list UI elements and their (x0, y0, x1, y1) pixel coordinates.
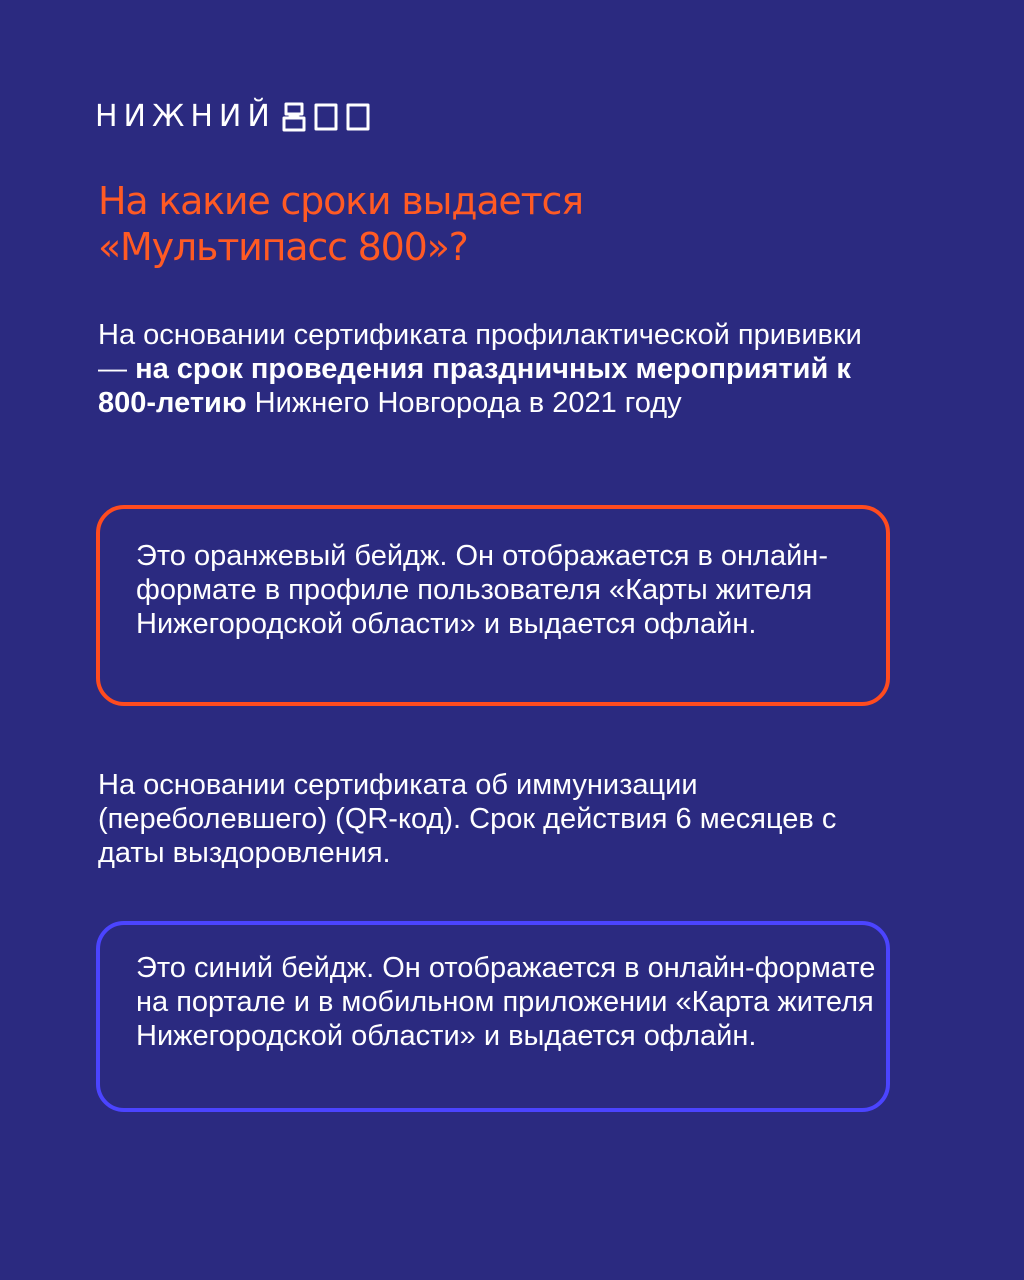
section1-text-end: Нижнего Новгорода в 2021 году (246, 387, 682, 419)
logo-wordmark: НИЖНИЙ (95, 99, 276, 134)
section1-text-start: На основании сертификата профилактической прививки — (98, 319, 862, 385)
page-title (98, 178, 918, 270)
orange-badge-text: Это оранжевый бейдж. Он отображается в онлайн-формате в профиле пользователя «Карты жителя Нижегородской области» и выдается офлайн. (136, 540, 828, 640)
blue-badge-text: Это синий бейдж. Он отображается в онлайн-формате на портале и в мобильном приложении «Карта жителя Нижегородской области» и выдается офлайн. (136, 952, 876, 1052)
brand-logo (95, 100, 374, 134)
logo-800-mark (282, 102, 374, 132)
blue-badge-box (96, 921, 890, 1112)
immunization-certificate-paragraph: На основании сертификата об иммунизации (переболевшего) (QR-код). Срок действия 6 месяцев с даты выздоровления. (98, 769, 837, 869)
vaccination-certificate-paragraph (98, 318, 898, 420)
title-line-1: На какие сроки выдается (98, 179, 583, 223)
section1-text-bold: на срок проведения праздничных мероприятий к 800-летию (98, 353, 851, 419)
title-line-2: «Мультипасс 800»? (98, 225, 468, 269)
orange-badge-box (96, 505, 890, 706)
